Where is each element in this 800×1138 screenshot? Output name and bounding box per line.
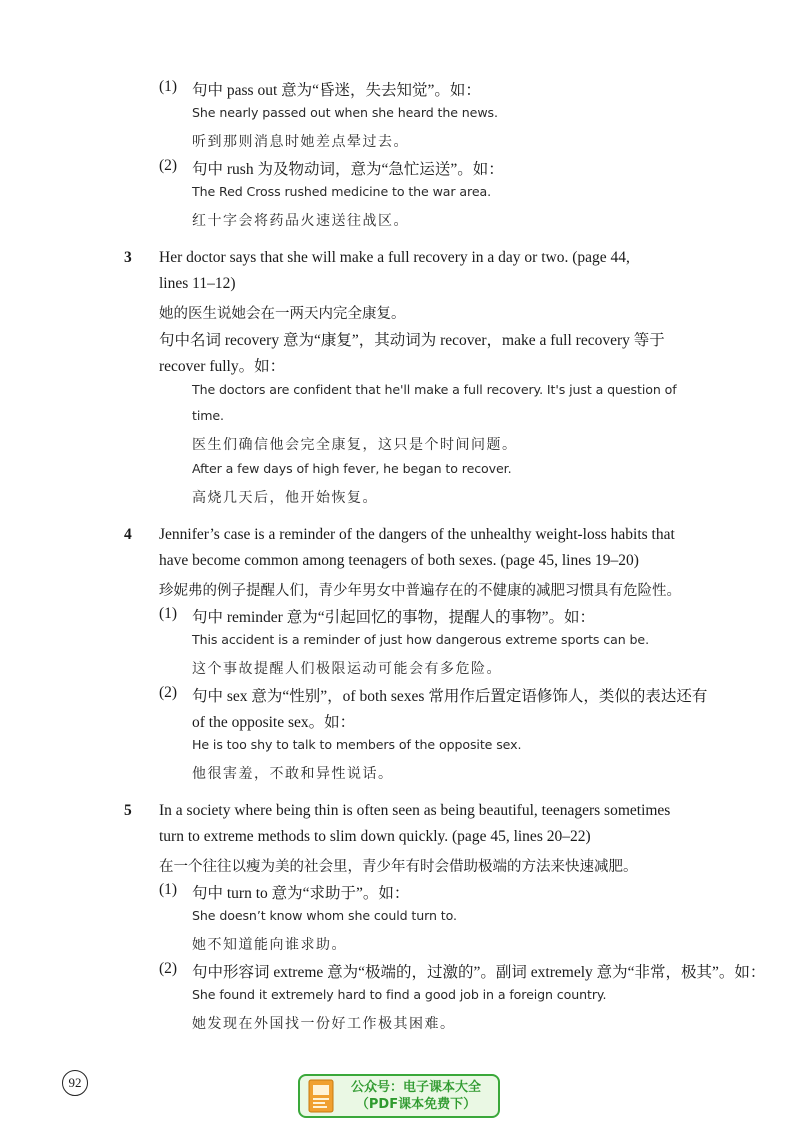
- badge-line-1: 公众号：电子课本大全: [350, 1080, 481, 1095]
- text-line: 她不知道能向谁求助。: [192, 937, 347, 953]
- text-line: She found it extremely hard to find a good job in a foreign country.: [192, 987, 607, 1002]
- badge-line-2: （PDF课本免费下）: [355, 1097, 477, 1112]
- text-line: 句中名词 recovery 意为“康复”，其动词为 recover，make a full recovery 等于: [159, 332, 665, 349]
- text-line: 听到那则消息时她差点晕过去。: [192, 134, 409, 150]
- text-line: 高烧几天后，他开始恢复。: [192, 490, 378, 506]
- text-line: turn to extreme methods to slim down quickly. (page 45, lines 20–22): [159, 828, 591, 845]
- text-line: In a society where being thin is often seen as being beautiful, teenagers sometimes: [159, 802, 671, 819]
- text-line: 句中 sex 意为“性别”，of both sexes 常用作后置定语修饰人，类似的表达还有: [192, 688, 708, 705]
- sub-item-marker: (1): [159, 881, 178, 898]
- text-line: 她发现在外国找一份好工作极其困难。: [192, 1016, 456, 1032]
- text-line: 珍妮弗的例子提醒人们，青少年男女中普遍存在的不健康的减肥习惯具有危险性。: [159, 583, 681, 599]
- text-line: 她的医生说她会在一两天内完全康复。: [159, 306, 406, 322]
- text-line: 医生们确信他会完全康复，这只是个时间问题。: [192, 437, 518, 453]
- text-line: 句中 pass out 意为“昏迷，失去知觉”。如：: [192, 82, 481, 99]
- sub-item-marker: (1): [159, 78, 178, 95]
- text-line: 句中 rush 为及物动词，意为“急忙运送”。如：: [192, 161, 504, 178]
- sub-item-marker: (2): [159, 960, 178, 977]
- sub-item-marker: (1): [159, 605, 178, 622]
- item-number: 4: [124, 526, 132, 543]
- text-line: 句中形容词 extreme 意为“极端的，过激的”。副词 extremely 意为“非常，极其”。如：: [192, 964, 766, 981]
- item-number: 3: [124, 249, 132, 266]
- text-line: 句中 turn to 意为“求助于”。如：: [192, 885, 410, 902]
- item-number: 5: [124, 802, 132, 819]
- sub-item-marker: (2): [159, 684, 178, 701]
- book-icon: [308, 1079, 334, 1113]
- watermark-badge: [298, 1074, 500, 1118]
- text-line: She nearly passed out when she heard the news.: [192, 105, 498, 120]
- text-line: 红十字会将药品火速送往战区。: [192, 213, 409, 229]
- text-line: Jennifer’s case is a reminder of the dangers of the unhealthy weight-loss habits that: [159, 526, 675, 543]
- text-line: recover fully。如：: [159, 358, 286, 375]
- text-line: This accident is a reminder of just how dangerous extreme sports can be.: [192, 632, 649, 647]
- text-line: She doesn’t know whom she could turn to.: [192, 908, 457, 923]
- text-line: 这个事故提醒人们极限运动可能会有多危险。: [192, 661, 502, 677]
- text-line: 句中 reminder 意为“引起回忆的事物，提醒人的事物”。如：: [192, 609, 595, 626]
- sub-item-marker: (2): [159, 157, 178, 174]
- text-line: have become common among teenagers of both sexes. (page 45, lines 19–20): [159, 552, 639, 569]
- text-line: He is too shy to talk to members of the opposite sex.: [192, 737, 522, 752]
- text-line: lines 11–12): [159, 275, 236, 292]
- text-line: 在一个往往以瘦为美的社会里，青少年有时会借助极端的方法来快速减肥。: [159, 859, 638, 875]
- text-line: time.: [192, 408, 224, 423]
- text-line: of the opposite sex。如：: [192, 714, 356, 731]
- text-line: The doctors are confident that he'll make a full recovery. It's just a question of: [192, 382, 677, 397]
- text-line: After a few days of high fever, he began to recover.: [192, 461, 512, 476]
- text-line: The Red Cross rushed medicine to the war area.: [192, 184, 491, 199]
- text-line: 他很害羞，不敢和异性说话。: [192, 766, 394, 782]
- page-number: 92: [62, 1070, 88, 1096]
- text-line: Her doctor says that she will make a full recovery in a day or two. (page 44,: [159, 249, 630, 266]
